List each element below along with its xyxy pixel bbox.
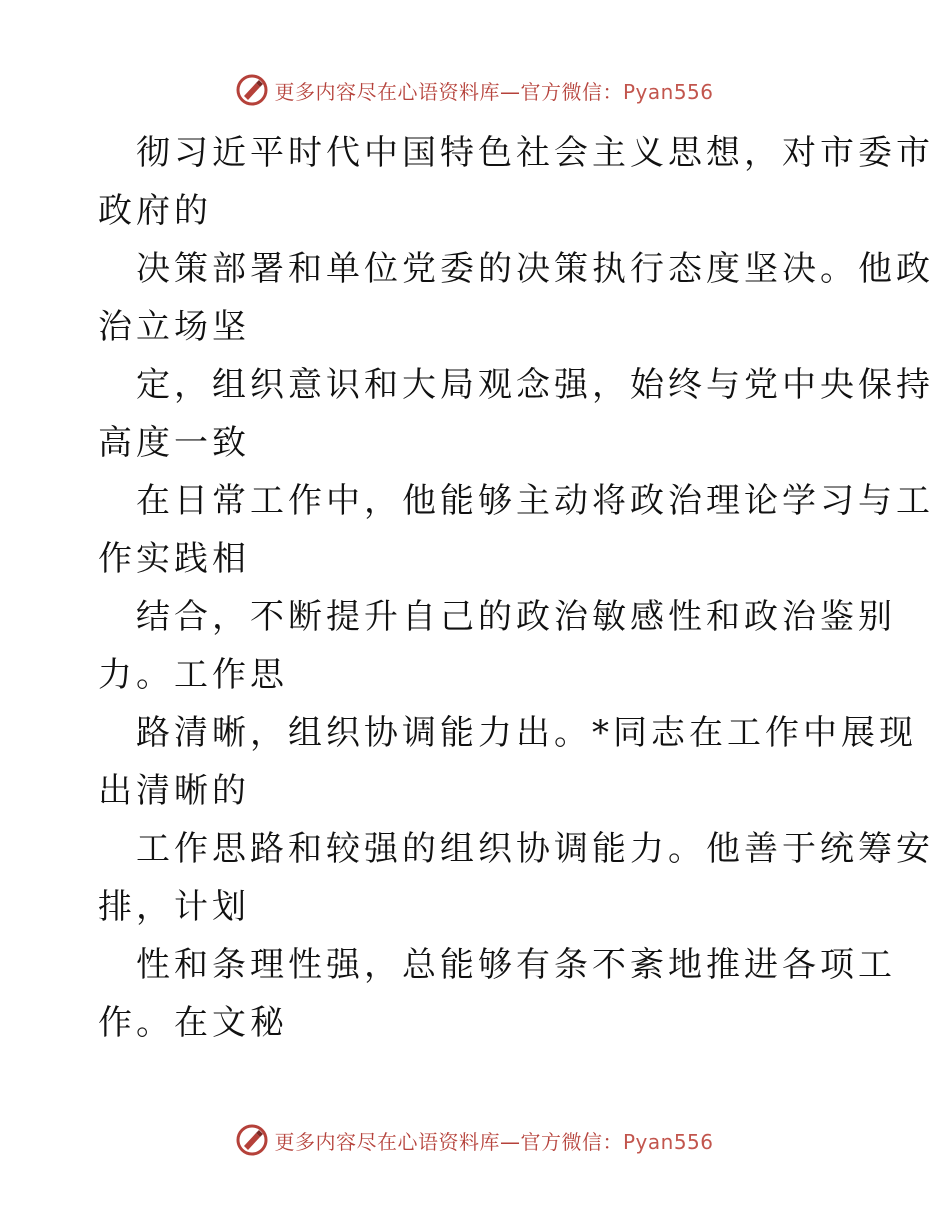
body-line: 工作思路和较强的组织协调能力。他善于统筹安 <box>136 829 934 869</box>
body-line: 彻习近平时代中国特色社会主义思想，对市委市 <box>136 133 934 173</box>
header-watermark <box>0 70 950 110</box>
document-body <box>98 124 934 1052</box>
watermark-account: Pyan556 <box>622 79 714 104</box>
body-line: 定，组织意识和大局观念强，始终与党中央保持 <box>136 365 934 405</box>
body-line: 作。在文秘 <box>98 1003 288 1043</box>
body-line: 治立场坚 <box>98 307 250 347</box>
watermark-group <box>236 1124 713 1156</box>
watermark-label: 更多内容尽在心语资料库—官方微信： <box>274 1129 623 1154</box>
watermark-text <box>274 76 713 105</box>
body-line: 力。工作思 <box>98 655 288 695</box>
body-line: 结合，不断提升自己的政治敏感性和政治鉴别 <box>136 597 896 637</box>
red-circle-pen-logo-icon <box>236 74 268 106</box>
body-line: 性和条理性强，总能够有条不紊地推进各项工 <box>136 945 896 985</box>
body-line: 高度一致 <box>98 423 250 463</box>
red-circle-pen-logo-icon <box>236 1124 268 1156</box>
watermark-text <box>274 1126 713 1155</box>
body-line: 作实践相 <box>98 539 250 579</box>
body-line: 路清晰，组织协调能力出。*同志在工作中展现 <box>136 713 917 753</box>
watermark-label: 更多内容尽在心语资料库—官方微信： <box>274 79 623 104</box>
footer-watermark <box>0 1120 950 1160</box>
watermark-group <box>236 74 713 106</box>
body-line: 在日常工作中，他能够主动将政治理论学习与工 <box>136 481 934 521</box>
watermark-account: Pyan556 <box>622 1129 714 1154</box>
body-line: 决策部署和单位党委的决策执行态度坚决。他政 <box>136 249 934 289</box>
body-line: 排，计划 <box>98 887 250 927</box>
body-line: 政府的 <box>98 191 212 231</box>
body-line: 出清晰的 <box>98 771 250 811</box>
